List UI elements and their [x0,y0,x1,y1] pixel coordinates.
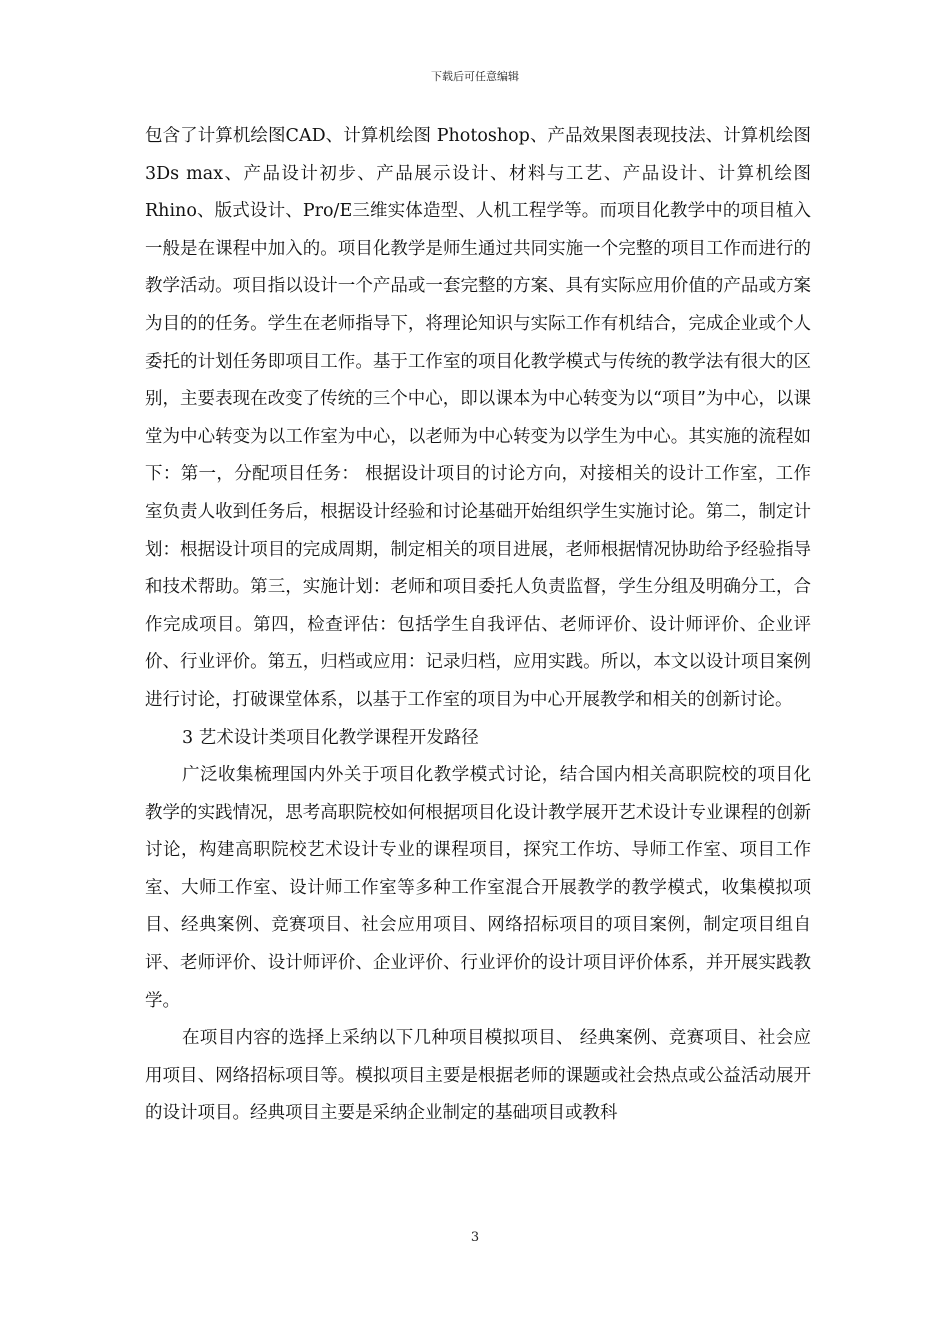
page-header: 下载后可任意编辑 [431,70,519,83]
paragraph-2: 广泛收集梳理国内外关于项目化教学模式讨论，结合国内相关高职院校的项目化教学的实践情况，思考高职院校如何根据项目化设计教学展开艺术设计专业课程的创新讨论，构建高职院校艺术设计专业的课程项目，探究工作坊、导师工作室、项目工作室、大师工作室、设计师工作室等多种工作室混合开展教学的教学模式，收集模拟项目、经典案例、竞赛项目、社会应用项目、网络招标项目的项目案例，制定项目组自评、老师评价、设计师评价、企业评价、行业评价的设计项目评价体系，并开展实践教学。 [145,765,811,1011]
document-body [145,118,811,1133]
section-heading: 3 艺术设计类项目化教学课程开发路径 [182,727,479,748]
paragraph-1: 包含了计算机绘图CAD、计算机绘图 Photoshop、产品效果图表现技法、计算机绘图3Ds max、产品设计初步、产品展示设计、材料与工艺、产品设计、计算机绘图Rhino、版式设计、Pro/E三维实体造型、人机工程学等。而项目化教学中的项目植入一般是在课程中加入的。项目化教学是师生通过共同实施一个完整的项目工作而进行的教学活动。项目指以设计一个产品或一套完整的方案、具有实际应用价值的产品或方案为目的的任务。学生在老师指导下，将理论知识与实际工作有机结合，完成企业或个人委托的计划任务即项目工作。基于工作室的项目化教学模式与传统的教学法有很大的区别，主要表现在改变了传统的三个中心，即以课本为中心转变为以“项目”为中心，以课堂为中心转变为以工作室为中心，以老师为中心转变为以学生为中心。其实施的流程如下：第一，分配项目任务： 根据设计项目的讨论方向，对接相关的设计工作室，工作室负责人收到任务后，根据设计经验和讨论基础开始组织学生实施讨论。第二，制定计划：根据设计项目的完成周期，制定相关的项目进展，老师根据情况协助给予经验指导和技术帮助。第三，实施计划：老师和项目委托人负责监督，学生分组及明确分工，合作完成项目。第四，检查评估：包括学生自我评估、老师评价、设计师评价、企业评价、行业评价。第五，归档或应用：记录归档，应用实践。所以，本文以设计项目案例进行讨论，打破课堂体系，以基于工作室的项目为中心开展教学和相关的创新讨论。 [145,126,811,710]
page-number: 3 [470,1230,480,1245]
paragraph-3: 在项目内容的选择上采纳以下几种项目模拟项目、 经典案例、竞赛项目、社会应用项目、网络招标项目等。模拟项目主要是根据老师的课题或社会热点或公益活动展开的设计项目。经典项目主要是采纳企业制定的基础项目或教科 [145,1028,811,1124]
